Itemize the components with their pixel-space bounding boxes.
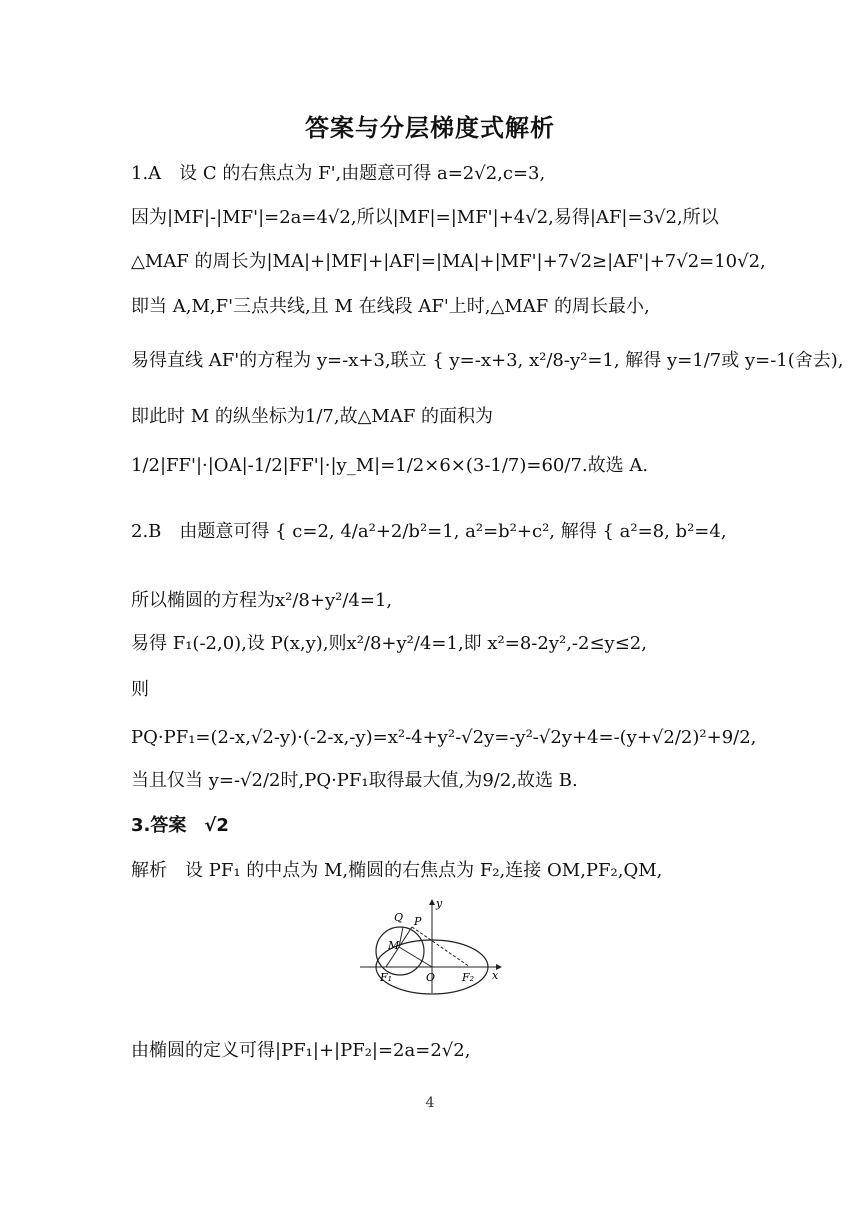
answer-line-15: 解析 设 PF₁ 的中点为 M,椭圆的右焦点为 F₂,连接 OM,PF₂,QM, — [131, 860, 663, 881]
label-f2: F₂ — [462, 971, 475, 984]
answer-line-6: 即此时 M 的纵坐标为1/7,故△MAF 的面积为 — [131, 406, 494, 427]
circle-curve — [376, 927, 424, 975]
answer-line-8: 2.B 由题意可得 { c=2, 4/a²+2/b²=1, a²=b²+c², 解得 { a²=8, b²=4, — [131, 521, 727, 542]
answer-line-10: 易得 F₁(-2,0),设 P(x,y),则x²/8+y²/4=1,即 x²=8-2y²,-2≤y≤2, — [131, 633, 647, 654]
label-o: O — [426, 971, 436, 984]
segment-om — [399, 947, 432, 967]
page-number: 4 — [425, 1095, 435, 1111]
answer-line-1: 1.A 设 C 的右焦点为 F',由题意可得 a=2√2,c=3, — [131, 163, 546, 184]
page-title: 答案与分层梯度式解析 — [305, 114, 555, 142]
label-y: y — [436, 897, 443, 910]
ellipse-figure — [358, 895, 504, 995]
label-f1: F₁ — [380, 971, 393, 984]
y-axis-arrow — [429, 899, 435, 905]
label-q: Q — [394, 911, 404, 924]
label-m: M — [388, 939, 400, 952]
answer-line-12: PQ·PF₁=(2-x,√2-y)·(-2-x,-y)=x²-4+y²-√2y=-y²-√2y+4=-(y+√2/2)²+9/2, — [131, 727, 757, 748]
answer-line-3: △MAF 的周长为|MA|+|MF|+|AF|=|MA|+|MF'|+7√2≥|AF'|+7√2=10√2, — [131, 251, 766, 272]
segment-pf2 — [412, 927, 470, 967]
answer-line-7: 1/2|FF'|·|OA|-1/2|FF'|·|y_M|=1/2×6×(3-1/7)=60/7.故选 A. — [131, 455, 649, 476]
answer-line-5: 易得直线 AF'的方程为 y=-x+3,联立 { y=-x+3, x²/8-y²=1, 解得 y=1/7或 y=-1(舍去), — [131, 350, 844, 371]
answer-line-9: 所以椭圆的方程为x²/8+y²/4=1, — [131, 590, 393, 611]
label-x: x — [492, 969, 499, 982]
answer-line-16: 由椭圆的定义可得|PF₁|+|PF₂|=2a=2√2, — [131, 1040, 471, 1061]
answer-line-14: 3.答案 √2 — [131, 815, 229, 836]
answer-line-2: 因为|MF|-|MF'|=2a=4√2,所以|MF|=|MF'|+4√2,易得|AF|=3√2,所以 — [131, 207, 719, 228]
answer-line-13: 当且仅当 y=-√2/2时,PQ·PF₁取得最大值,为9/2,故选 B. — [131, 770, 578, 791]
label-p: P — [414, 915, 422, 928]
answer-line-4: 即当 A,M,F'三点共线,且 M 在线段 AF'上时,△MAF 的周长最小, — [131, 296, 650, 317]
answer-line-11: 则 — [131, 679, 149, 700]
